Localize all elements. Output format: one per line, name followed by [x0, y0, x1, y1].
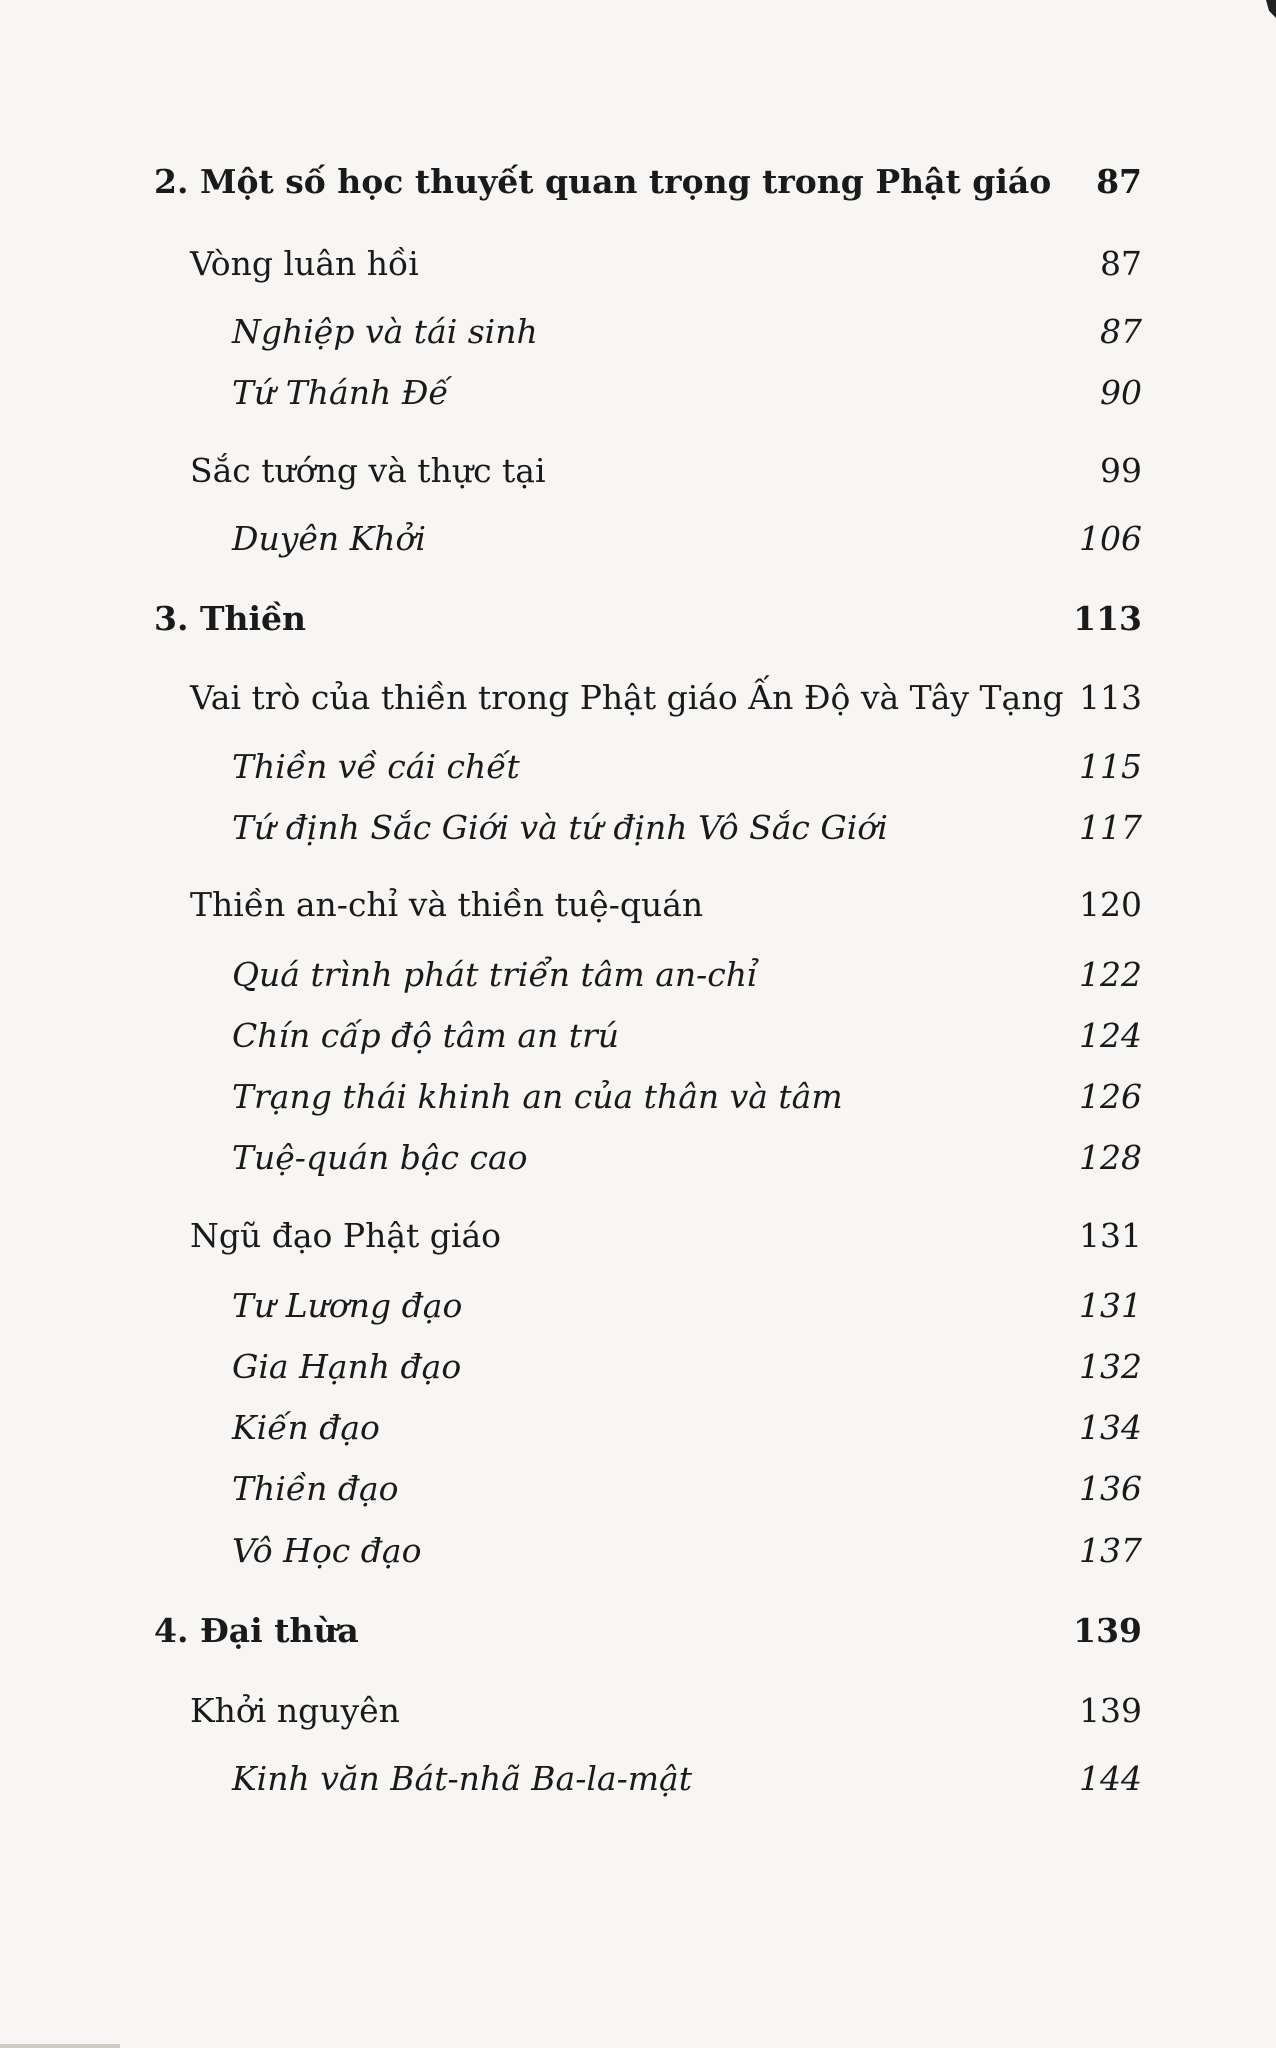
toc-entry[interactable]	[0, 1526, 1276, 1576]
toc-entry[interactable]	[0, 1464, 1276, 1514]
toc-entry-title: Vô Học đạo	[232, 1531, 422, 1570]
toc-entry-title: Trạng thái khinh an của thân và tâm	[232, 1077, 843, 1116]
toc-entry-page: 139	[1073, 1611, 1142, 1650]
toc-entry-section-3[interactable]	[0, 594, 1276, 644]
toc-entry-title: Tứ Thánh Đế	[232, 373, 449, 412]
toc-entry-title: Chín cấp độ tâm an trú	[232, 1016, 620, 1055]
toc-entry-page: 113	[1079, 678, 1142, 717]
toc-entry-page: 99	[1100, 451, 1142, 490]
toc-entry-title: Sắc tướng và thực tại	[190, 451, 546, 490]
toc-entry-title: 3. Thiền	[154, 599, 307, 638]
toc-entry[interactable]	[0, 880, 1276, 930]
toc-entry-title: Duyên Khởi	[232, 519, 426, 558]
toc-entry[interactable]	[0, 803, 1276, 853]
toc-entry-page: 131	[1079, 1286, 1142, 1325]
toc-entry-page: 87	[1100, 312, 1142, 351]
toc-entry-title: Khởi nguyên	[190, 1691, 400, 1730]
toc-entry-page: 117	[1079, 808, 1142, 847]
toc-entry[interactable]	[0, 1754, 1276, 1804]
toc-entry-page: 115	[1079, 747, 1142, 786]
toc-entry[interactable]	[0, 950, 1276, 1000]
toc-entry-page: 87	[1096, 162, 1142, 201]
toc-entry[interactable]	[0, 673, 1276, 723]
toc-entry[interactable]	[0, 1342, 1276, 1392]
toc-entry-page: 144	[1079, 1759, 1142, 1798]
toc-entry[interactable]	[0, 1133, 1276, 1183]
toc-entry[interactable]	[0, 368, 1276, 418]
toc-entry-page: 124	[1079, 1016, 1142, 1055]
toc-entry-section-2[interactable]	[0, 157, 1276, 207]
toc-entry[interactable]	[0, 239, 1276, 289]
toc-entry-title: Thiền về cái chết	[232, 747, 520, 786]
toc-entry-title: Vai trò của thiền trong Phật giáo Ấn Độ và Tây Tạng	[190, 678, 1064, 717]
toc-entry-title: Tuệ-quán bậc cao	[232, 1138, 528, 1177]
toc-entry-title: Thiền an-chỉ và thiền tuệ-quán	[190, 885, 704, 924]
corner-mark	[1266, 0, 1276, 18]
toc-entry[interactable]	[0, 1686, 1276, 1736]
toc-entry-page: 106	[1079, 519, 1142, 558]
toc-entry[interactable]	[0, 446, 1276, 496]
toc-entry-page: 113	[1073, 599, 1142, 638]
toc-entry[interactable]	[0, 514, 1276, 564]
toc-entry-page: 90	[1100, 373, 1142, 412]
toc-entry-page: 136	[1079, 1469, 1142, 1508]
toc-entry-page: 120	[1079, 885, 1142, 924]
toc-entry-title: Kiến đạo	[232, 1408, 380, 1447]
toc-entry-page: 122	[1079, 955, 1142, 994]
toc-entry-title: Quá trình phát triển tâm an-chỉ	[232, 955, 758, 994]
toc-entry[interactable]	[0, 1403, 1276, 1453]
toc-entry-page: 128	[1079, 1138, 1142, 1177]
toc-entry-page: 139	[1079, 1691, 1142, 1730]
toc-entry[interactable]	[0, 1072, 1276, 1122]
toc-entry-title: Gia Hạnh đạo	[232, 1347, 462, 1386]
toc-entry-page: 87	[1100, 244, 1142, 283]
toc-entry-title: Kinh văn Bát-nhã Ba-la-mật	[232, 1759, 692, 1798]
toc-entry-page: 131	[1079, 1216, 1142, 1255]
toc-entry-title: Vòng luân hồi	[190, 244, 419, 283]
toc-entry[interactable]	[0, 742, 1276, 792]
toc-entry-title: Thiền đạo	[232, 1469, 399, 1508]
toc-entry[interactable]	[0, 307, 1276, 357]
toc-entry-section-4[interactable]	[0, 1606, 1276, 1656]
toc-entry-title: Ngũ đạo Phật giáo	[190, 1216, 502, 1255]
toc-entry[interactable]	[0, 1281, 1276, 1331]
toc-entry-page: 132	[1079, 1347, 1142, 1386]
toc-entry-title: Tư Lương đạo	[232, 1286, 463, 1325]
toc-entry-title: 4. Đại thừa	[154, 1611, 359, 1650]
toc-entry-title: Tứ định Sắc Giới và tứ định Vô Sắc Giới	[232, 808, 888, 847]
toc-entry-page: 134	[1079, 1408, 1142, 1447]
toc-entry[interactable]	[0, 1011, 1276, 1061]
toc-entry-page: 137	[1079, 1531, 1142, 1570]
toc-entry-page: 126	[1079, 1077, 1142, 1116]
toc-entry[interactable]	[0, 1211, 1276, 1261]
toc-entry-title: 2. Một số học thuyết quan trọng trong Phật giáo	[154, 162, 1052, 201]
toc-entry-title: Nghiệp và tái sinh	[232, 312, 538, 351]
page-edge-rule	[0, 2044, 120, 2048]
